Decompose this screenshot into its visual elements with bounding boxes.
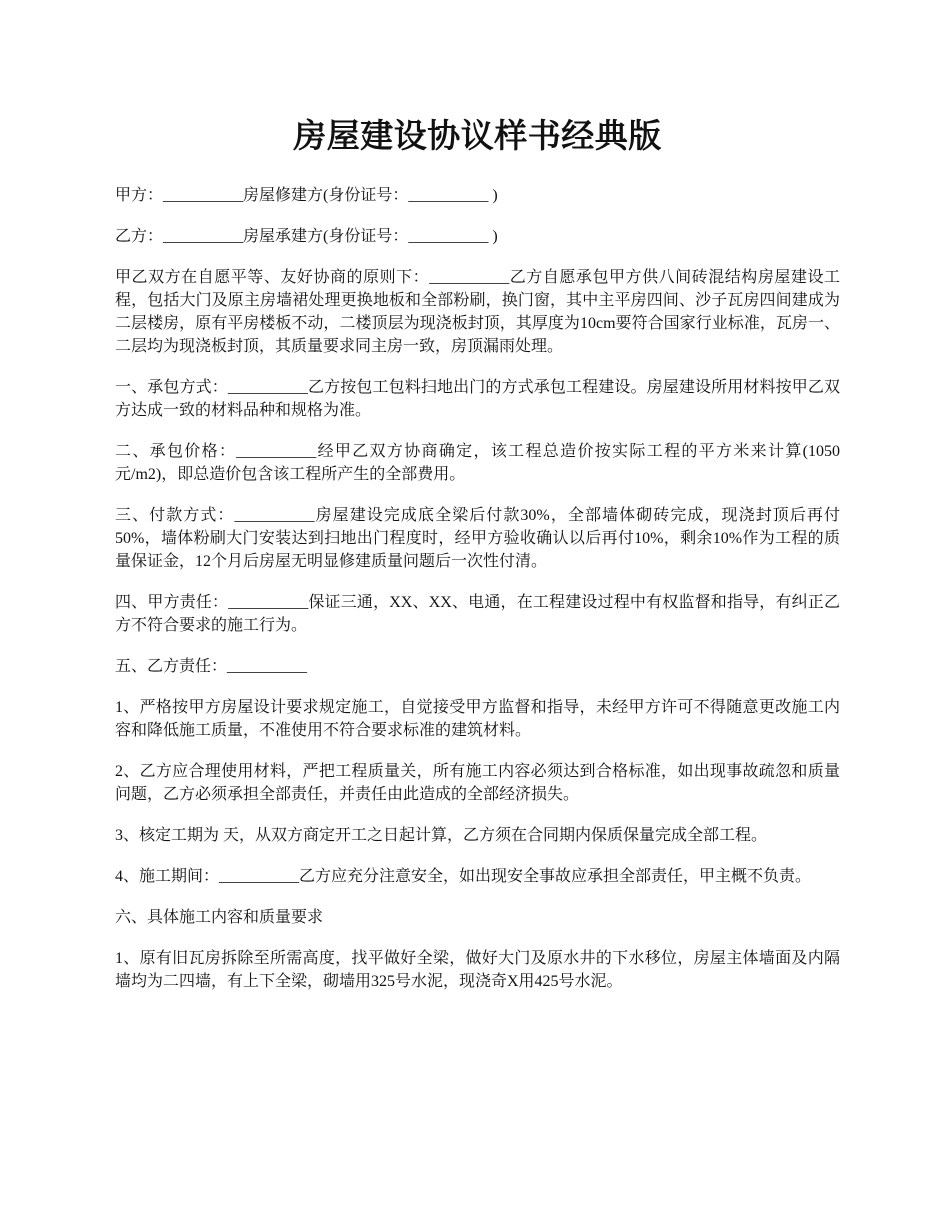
section-payment-method: 三、付款方式：__________房屋建设完成底全梁后付款30%，全部墙体砌砖完成，现浇封顶后再付50%，墙体粉刷大门安装达到扫地出门程度时，经甲方验收确认以后再付10%，剩余10%作为工程的质量保证金，12个月后房屋无明显修建质量问题后一次性付清。 [115,507,840,570]
section-contract-price: 二、承包价格：__________经甲乙双方协商确定，该工程总造价按实际工程的平方米来计算(1050元/m2)，即总造价包含该工程所产生的全部费用。 [115,443,840,483]
party-a-line: 甲方：__________房屋修建方(身份证号：__________ ) [115,187,498,204]
preamble-paragraph: 甲乙双方在自愿平等、友好协商的原则下：__________乙方自愿承包甲方供八间砖混结构房屋建设工程，包括大门及原主房墙裙处理更换地板和全部粉刷，换门窗，其中主平房四间、沙子瓦房四间建成为二层楼房，原有平房楼板不动，二楼顶层为现浇板封顶，其厚度为10cm要符合国家行业标准，瓦房一、二层均为现浇板封顶，其质量要求同主房一致，房顶漏雨处理。 [115,269,840,355]
party-b-line: 乙方：__________房屋承建方(身份证号：__________ ) [115,228,498,245]
party-b-duty-item: 1、严格按甲方房屋设计要求规定施工，自觉接受甲方监督和指导，未经甲方许可不得随意更改施工内容和降低施工质量，不准使用不符合要求标准的建筑材料。 [115,699,840,739]
construction-item: 1、原有旧瓦房拆除至所需高度，找平做好全梁，做好大门及原水井的下水移位，房屋主体墙面及内隔墙均为二四墙，有上下全梁，砌墙用325号水泥，现浇奇X用425号水泥。 [115,950,840,990]
section-party-a-duties: 四、甲方责任：__________保证三通，XX、XX、电通，在工程建设过程中有权监督和指导，有纠正乙方不符合要求的施工行为。 [115,594,840,634]
party-b-duty-item: 2、乙方应合理使用材料，严把工程质量关，所有施工内容必须达到合格标准，如出现事故疏忽和质量问题，乙方必须承担全部责任，并责任由此造成的全部经济损失。 [115,763,840,803]
section-contract-method: 一、承包方式：__________乙方按包工包料扫地出门的方式承包工程建设。房屋建设所用材料按甲乙双方达成一致的材料品种和规格为准。 [115,379,840,419]
party-b-duty-item: 4、施工期间：__________乙方应充分注意安全，如出现安全事故应承担全部责任，甲主概不负责。 [115,868,812,885]
document-title: 房屋建设协议样书经典版 [293,119,662,155]
party-b-duty-item: 3、核定工期为 天，从双方商定开工之日起计算，乙方须在合同期内保质保量完成全部工程。 [115,827,768,844]
section-construction-heading: 六、具体施工内容和质量要求 [115,909,324,926]
section-party-b-duties-heading: 五、乙方责任：__________ [115,658,308,675]
